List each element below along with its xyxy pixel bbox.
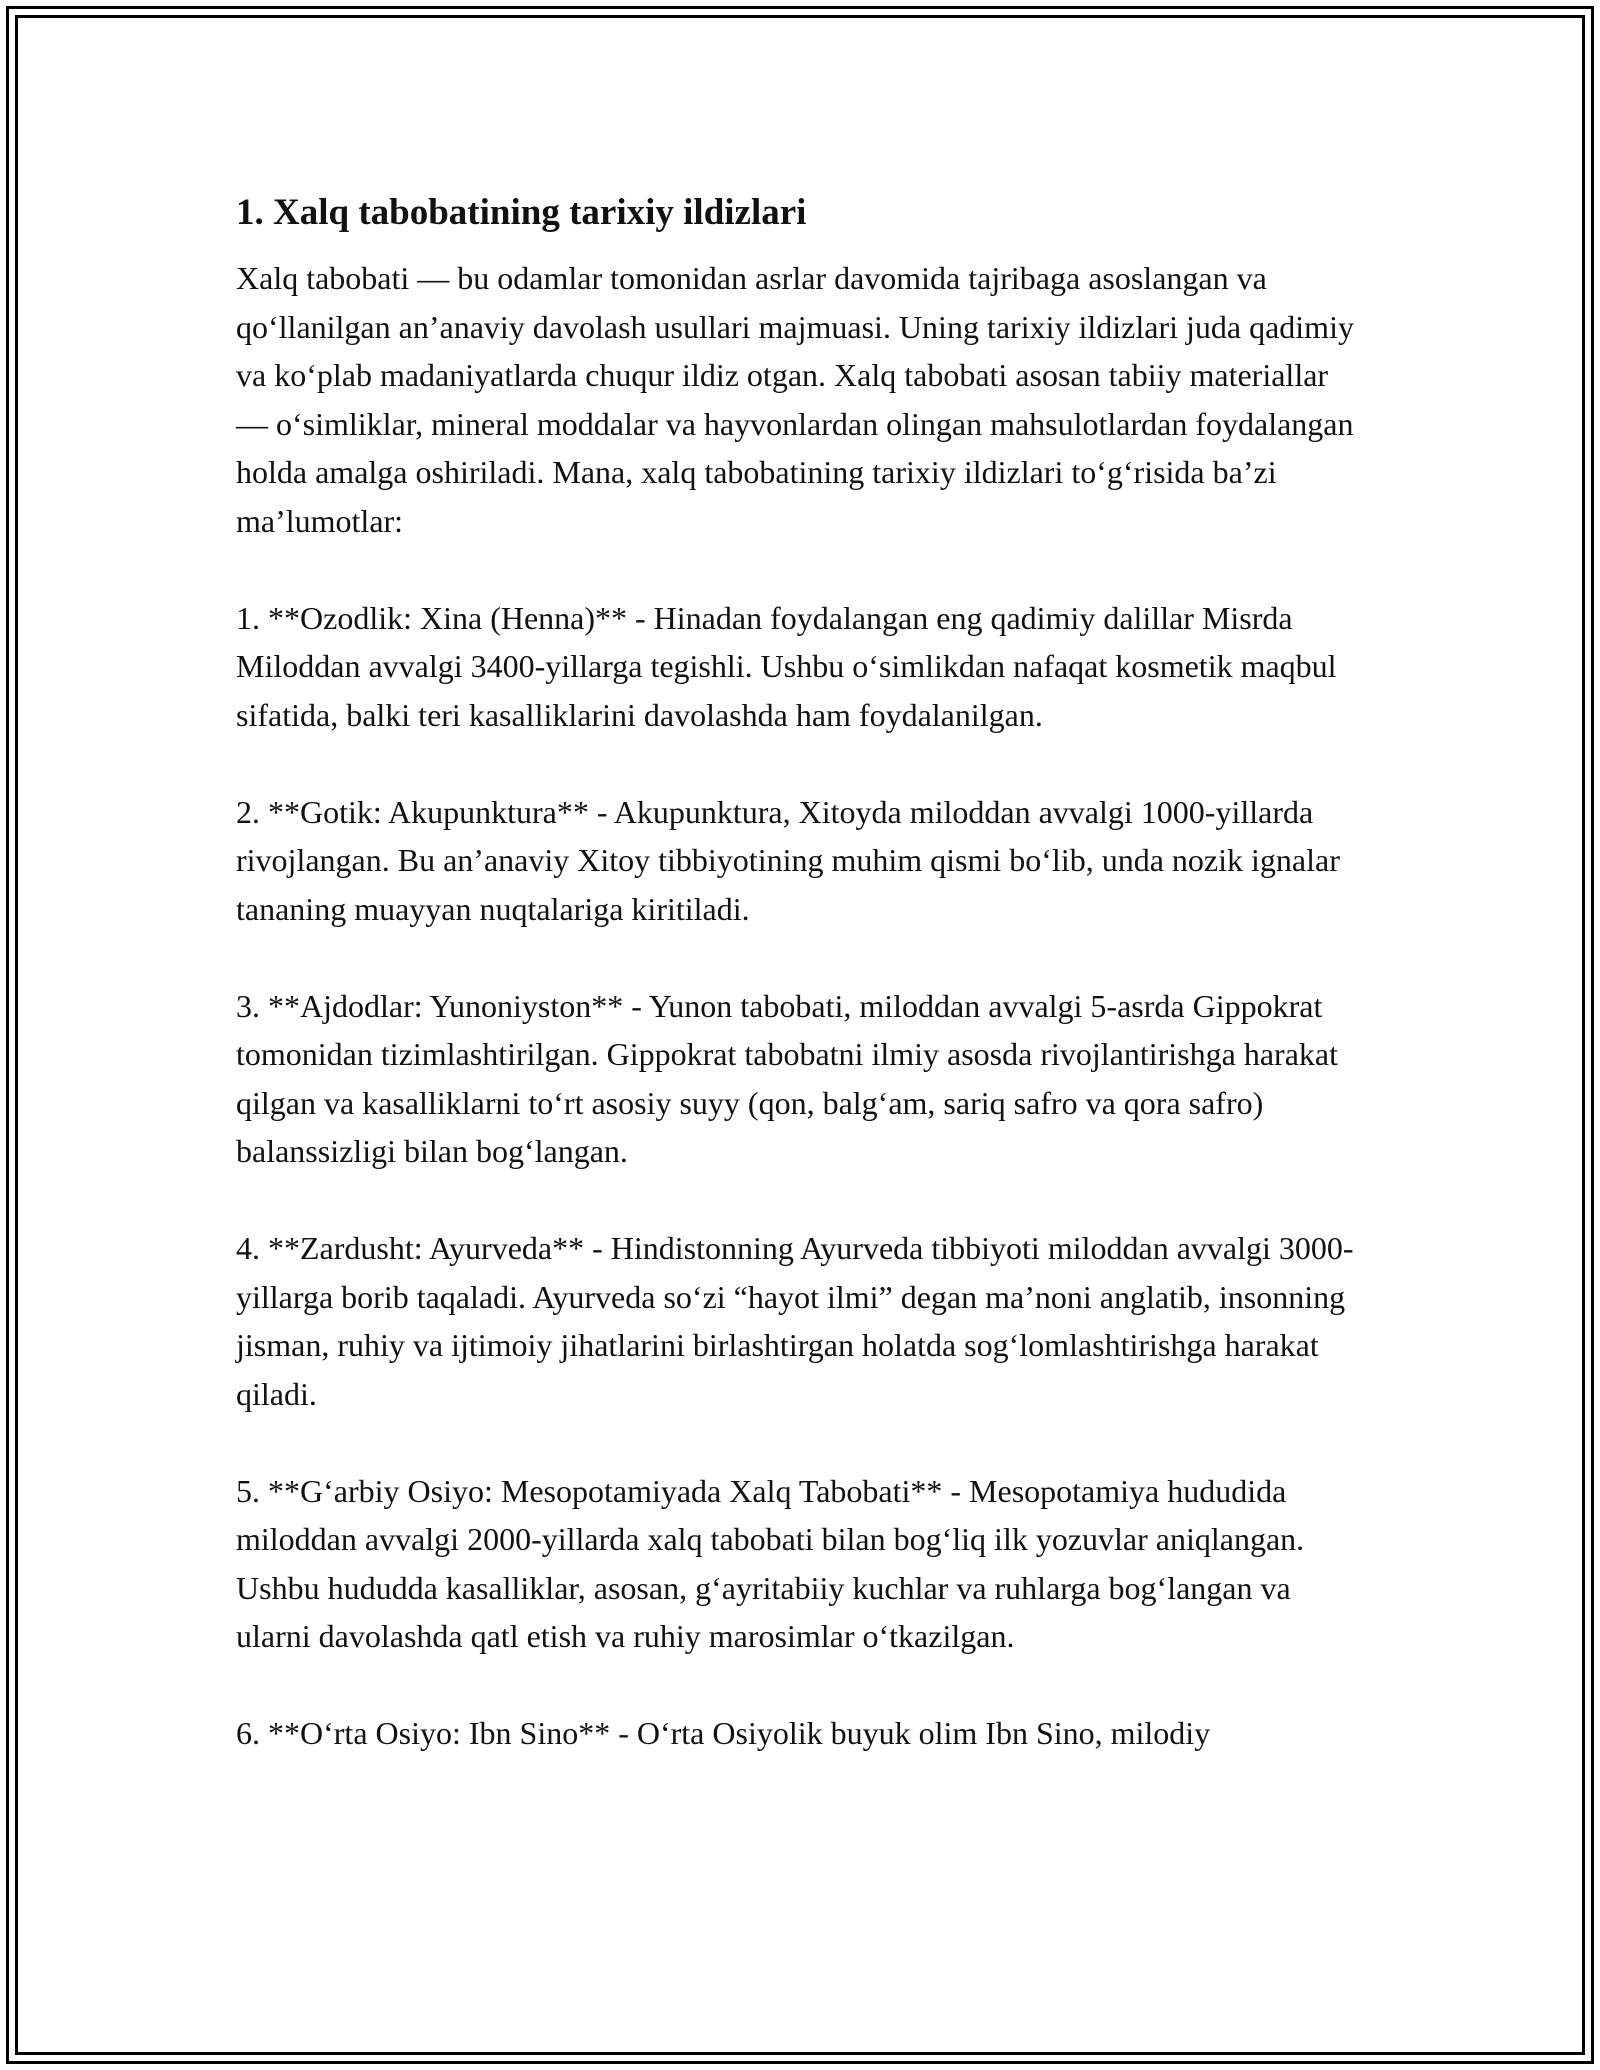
section-heading: 1. Xalq tabobatining tarixiy ildizlari: [236, 192, 807, 233]
list-item-acupuncture: 2. **Gotik: Akupunktura** - Akupunktura, Xitoyda miloddan avvalgi 1000-yillarda rivojlangan. Bu an’anaviy Xitoy tibbiyotining muhim qismi bo‘lib, unda nozik ignalar tananing muayyan nuqtalariga kiritiladi.: [236, 793, 1340, 927]
list-item-mesopotamia: 5. **G‘arbiy Osiyo: Mesopotamiyada Xalq Tabobati** - Mesopotamiya hududida miloddan avvalgi 2000-yillarda xalq tabobati bilan bog‘liq ilk yozuvlar aniqlangan. Ushbu hududda kasalliklar, asosan, g‘ayritabiiy kuchlar va ruhlarga bog‘langan va ularni davolashda qatl etish va ruhiy marosimlar o‘tkazilgan.: [236, 1472, 1305, 1654]
intro-paragraph: Xalq tabobati — bu odamlar tomonidan asrlar davomida tajribaga asoslangan va qo‘llanilgan an’anaviy davolash usullari majmuasi. Uning tarixiy ildizlari juda qadimiy va ko‘plab madaniyatlarda chuqur ildiz otgan. Xalq tabobati asosan tabiiy materiallar — o‘simliklar, mineral moddalar va hayvonlardan olingan mahsulotlardan foydalangan holda amalga oshiriladi. Mana, xalq tabobatining tarixiy ildizlari to‘g‘risida ba’zi ma’lumotlar:: [236, 260, 1354, 539]
document-body: [236, 186, 1366, 1758]
list-item-ibn-sino: 6. **O‘rta Osiyo: Ibn Sino** - O‘rta Osiyolik buyuk olim Ibn Sino, milodiy: [236, 1715, 1211, 1751]
list-item-greece: 3. **Ajdodlar: Yunoniyston** - Yunon tabobati, miloddan avvalgi 5-asrda Gippokrat tomonidan tizimlashtirilgan. Gippokrat tabobatni ilmiy asosda rivojlantirishga harakat qilgan va kasalliklarni to‘rt asosiy suyy (qon, balg‘am, sariq safro va qora safro) balanssizligi bilan bog‘langan.: [236, 987, 1338, 1169]
list-item-ayurveda: 4. **Zardusht: Ayurveda** - Hindistonning Ayurveda tibbiyoti miloddan avvalgi 3000-yillarga borib taqaladi. Ayurveda so‘zi “hayot ilmi” degan ma’noni anglatib, insonning jisman, ruhiy va ijtimoiy jihatlarini birlashtirgan holatda sog‘lomlashtirishga harakat qiladi.: [236, 1230, 1354, 1412]
list-item-henna: 1. **Ozodlik: Xina (Henna)** - Hinadan foydalangan eng qadimiy dalillar Misrda Miloddan avvalgi 3400-yillarga tegishli. Ushbu o‘simlikdan nafaqat kosmetik maqbul sifatida, balki teri kasalliklarini davolashda ham foydalanilgan.: [236, 599, 1337, 733]
